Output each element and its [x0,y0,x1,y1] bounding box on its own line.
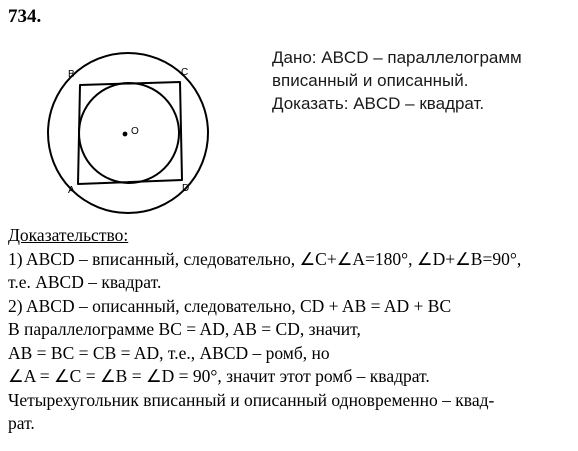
proof-line: AB = BC = CB = AD, т.е., ABCD – ромб, но [8,342,330,363]
proof-line: ∠A = ∠C = ∠B = ∠D = 90°, значит этот ромб – квадрат. [8,366,430,386]
label-b: B [68,69,75,80]
proof-line: Четырехугольник вписанный и описанный одновременно – квад- [8,389,495,410]
inner-circle [79,83,179,183]
proof-heading: Доказательство: [8,225,129,245]
geometry-figure [0,0,260,222]
proof-block [8,224,573,436]
problem-number: 734. [8,6,42,27]
label-c: C [181,67,189,78]
proof-line: 2) ABCD – описанный, следовательно, CD + AB = AD + BC [8,295,452,316]
label-o: O [131,126,139,137]
given-line: Дано: ABCD – параллелограмм [272,48,522,67]
center-point [123,132,128,137]
given-block [272,46,522,115]
proof-line: т.е. ABCD – квадрат. [8,272,162,292]
prove-line: Доказать: ABCD – квадрат. [272,94,485,113]
label-a: A [68,185,75,196]
given-line: вписанный и описанный. [272,71,469,90]
proof-line: В параллелограмме BC = AD, AB = CD, значит, [8,319,361,339]
label-d: D [182,183,190,194]
proof-line: рат. [8,413,35,433]
proof-line: 1) ABCD – вписанный, следовательно, ∠C+∠A=180°, ∠D+∠B=90°, [8,248,522,269]
